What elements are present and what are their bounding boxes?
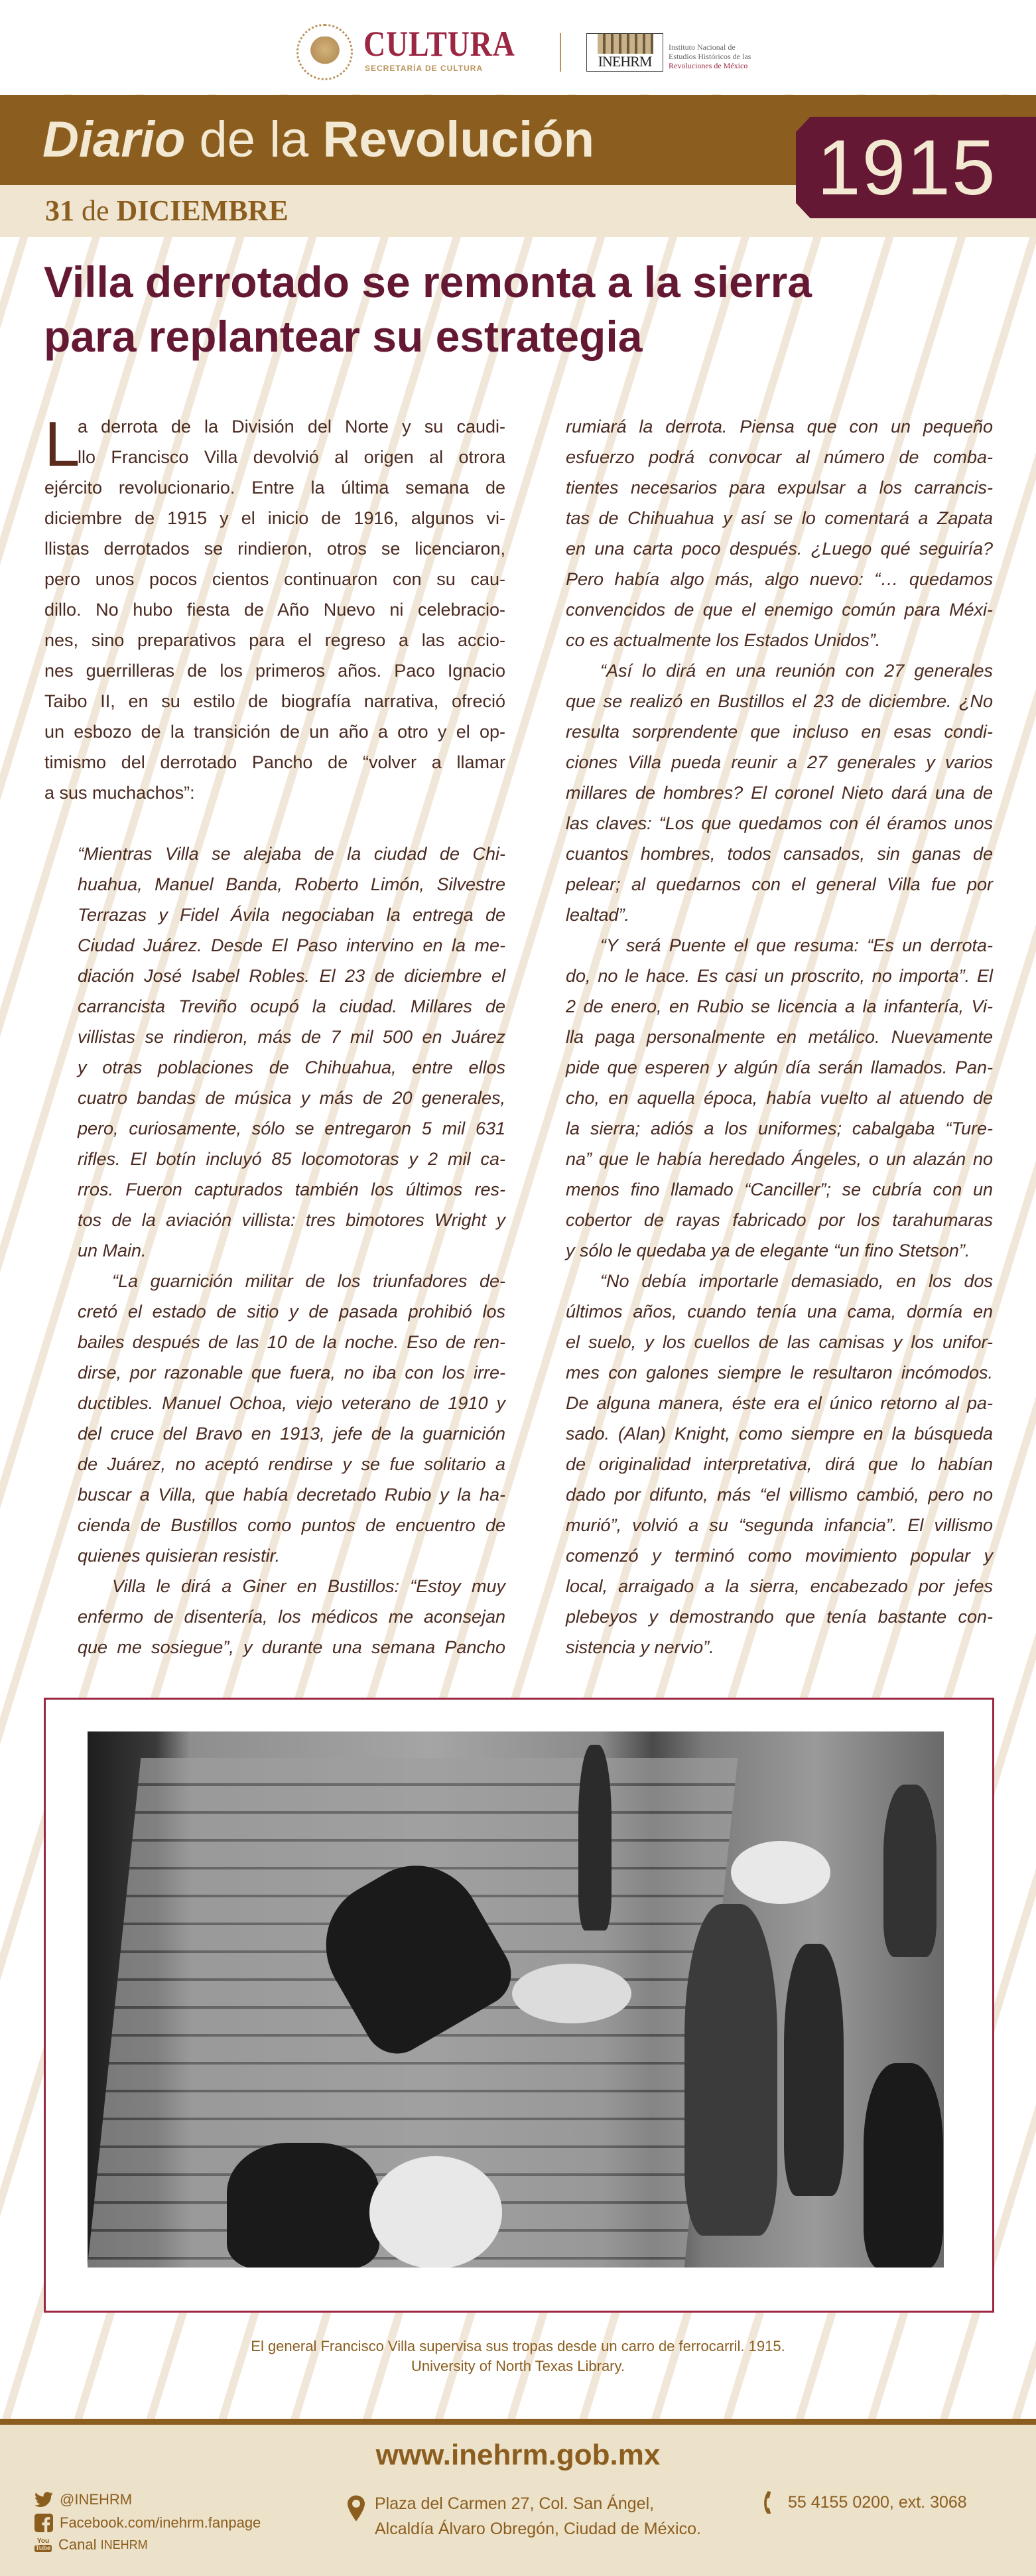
caption-credit: University of North Texas Library.	[411, 2358, 625, 2374]
text-line: carrancista Treviño ocupó la ciudad. Millares de	[78, 996, 505, 1016]
youtube-icon-tube: Tube	[35, 2545, 51, 2552]
facebook-link[interactable]	[34, 2514, 261, 2532]
text-line: cho, en aquella época, había vuelto al atuendo de	[566, 1088, 993, 1108]
facebook-icon	[34, 2514, 53, 2532]
caption-line: El general Francisco Villa supervisa sus tropas desde un carro de ferrocarril. 1915.	[251, 2338, 785, 2354]
address-line: Alcaldía Álvaro Obregón, Ciudad de México.	[375, 2520, 701, 2538]
text-line: millares de hombres? El coronel Nieto dará una de	[566, 783, 993, 803]
photo-villa-troops	[88, 1731, 944, 2268]
phone-text: 55 4155 0200, ext. 3068	[788, 2492, 967, 2512]
youtube-icon	[34, 2538, 52, 2552]
series-title-revolucion: Revolución	[322, 111, 595, 168]
text-line: quienes quisieran resistir.	[78, 1546, 281, 1566]
text-line: tas de Chihuahua y así se lo comentará a Zapata	[566, 508, 993, 528]
text-line: co es actualmente los Estados Unidos”.	[566, 630, 881, 650]
headline-line: Villa derrotado se remonta a la sierra	[44, 257, 812, 306]
text-line: la sierra; adiós a los uniformes; cabalgaba “Ture-	[566, 1119, 993, 1138]
inehrm-line: Estudios Históricos de las	[669, 52, 751, 61]
text-line: “La guarnición militar de los triunfadores de-	[112, 1271, 505, 1291]
twitter-icon	[34, 2492, 53, 2508]
text-line: un Main.	[78, 1241, 147, 1260]
cultura-logo: CULTURA	[363, 24, 515, 64]
phone-number[interactable]	[761, 2491, 967, 2514]
text-line: a sus muchachos”:	[44, 783, 195, 803]
youtube-icon-you: You	[36, 2538, 50, 2545]
text-line: un esbozo de la transición de un año a otro y el op-	[44, 722, 505, 742]
text-line: tientes necesarios para expulsar a los carrancis-	[566, 478, 993, 498]
logo-divider	[560, 33, 561, 72]
year-label: 1915	[817, 124, 997, 212]
twitter-handle: @INEHRM	[60, 2491, 133, 2508]
text-line: Taibo II, en su estilo de biografía narrativa, ofreció	[44, 691, 505, 711]
paragraph	[566, 930, 993, 1266]
text-line: dillo. No hubo fiesta de Año Nuevo ni celebracio-	[44, 600, 505, 620]
text-line: diciembre de 1915 y el inicio de 1916, algunos vi-	[44, 508, 505, 528]
website-link[interactable]: www.inehrm.gob.mx	[375, 2439, 661, 2471]
inehrm-logo-label: INEHRM	[598, 53, 652, 70]
headline-line: para replantear su estrategia	[44, 312, 643, 361]
text-line: lealtad”.	[566, 905, 630, 925]
inehrm-logo	[586, 33, 663, 72]
text-line: Pero había algo más, algo nuevo: “… quedamos	[566, 569, 993, 589]
text-line: villistas se rindieron, más de 7 mil 500 en Juárez	[78, 1027, 505, 1047]
text-line: pero unos pocos cientos continuaron con su cau-	[44, 569, 505, 589]
text-line: dirse, por razonable que fuera, no iba con los irre-	[78, 1363, 505, 1383]
drop-cap: L	[44, 409, 80, 480]
text-line: últimos años, cuando tenía una cama, dormía en	[566, 1302, 993, 1322]
youtube-channel: INEHRM	[100, 2538, 148, 2551]
youtube-label: Canal	[58, 2536, 101, 2553]
text-line: cretó el estado de sitio y de pasada prohibió los	[78, 1302, 505, 1322]
block-quote	[78, 839, 505, 1662]
footer-divider	[0, 2419, 1036, 2425]
text-line: llo Francisco Villa devolvió al origen al otrora	[78, 447, 505, 467]
text-line: dado por difunto, más “el villismo cambió, pero no	[566, 1485, 993, 1505]
text-line: sado. (Alan) Knight, como siempre en la búsqueda	[566, 1424, 993, 1444]
text-line: las claves: “Los que quedamos con él éramos unos	[566, 813, 993, 833]
text-line: “No debía importarle demasiado, en los dos	[600, 1271, 993, 1291]
text-line: buscar a Villa, que había decretado Rubio y la ha-	[78, 1485, 505, 1505]
text-line: en una carta poco después. ¿Luego qué seguiría?	[566, 539, 993, 559]
text-line: Villa le dirá a Giner en Bustillos: “Estoy muy	[112, 1576, 505, 1596]
text-line: Ciudad Juárez. Desde El Paso intervino en la me-	[78, 935, 505, 955]
date-month: DICIEMBRE	[116, 194, 289, 227]
text-line: resulta sorprendente que incluso en esas condi-	[566, 722, 993, 742]
text-line: na” que le había heredado Ángeles, o un alazán no	[566, 1149, 993, 1169]
text-line: local, arraigado a la sierra, encabezado por jefes	[566, 1576, 993, 1596]
text-line: convencidos de que el enemigo común para Méxi-	[566, 600, 993, 620]
text-line: huahua, Manuel Banda, Roberto Limón, Silvestre	[78, 874, 505, 894]
text-line: ciones Villa pueda reunir a 27 generales y varios	[566, 752, 993, 772]
text-line: mes con galones siempre le resultaron incómodos.	[566, 1363, 993, 1383]
inehrm-line: Revoluciones de México	[669, 61, 748, 70]
series-title	[42, 111, 594, 169]
text-line: rumiará la derrota. Piensa que con un pequeño	[566, 417, 993, 437]
text-line: sistencia y nervio”.	[566, 1637, 714, 1657]
quote-paragraph	[78, 839, 505, 1266]
inehrm-full-name	[669, 42, 751, 70]
text-line: esfuerzo podrá convocar al número de comba-	[566, 447, 993, 467]
text-line: y otras poblaciones de Chihuahua, entre ellos	[78, 1057, 505, 1077]
text-line: De alguna manera, éste era el único retorno al pa-	[566, 1393, 993, 1413]
secretaria-label: SECRETARÍA DE CULTURA	[365, 64, 484, 73]
text-line: ductibles. Manuel Ochoa, viejo veterano de 1910 y	[78, 1393, 505, 1413]
facebook-url: Facebook.com/inehrm.fanpage	[60, 2514, 261, 2531]
article-right-column	[566, 411, 993, 1662]
text-line: timismo del derrotado Pancho de “volver a llamar	[44, 752, 505, 772]
text-line: pero, curiosamente, sólo se entregaron 5 mil 631	[78, 1119, 505, 1138]
address	[350, 2491, 701, 2542]
text-line: “Mientras Villa se alejaba de la ciudad de Chi-	[78, 844, 505, 864]
text-line: tos de la aviación villista: tres bimotores Wright y	[78, 1210, 505, 1230]
text-line: plebeyos y demostrando que tenía bastante con-	[566, 1607, 993, 1627]
text-line: cuantos hombres, todos cansados, sin ganas de	[566, 844, 993, 864]
text-line: “Y será Puente el que resuma: “Es un derrota-	[600, 935, 993, 955]
text-line: pide que esperen y algún día serán llamados. Pan-	[566, 1057, 993, 1077]
paragraph	[566, 411, 993, 655]
text-line: murió”, volvió a su “segunda infancia”. El villismo	[566, 1515, 993, 1535]
intro-paragraph	[44, 411, 505, 808]
quote-paragraph	[78, 1571, 505, 1662]
text-line: rifles. El botín incluyó 85 locomotoras y 2 mil ca-	[78, 1149, 505, 1169]
photo-caption	[0, 2337, 1036, 2376]
address-line: Plaza del Carmen 27, Col. San Ángel,	[375, 2494, 655, 2513]
text-line: cuatro bandas de música y más de 20 generales,	[78, 1088, 505, 1108]
text-line: que me sosiegue”, y durante una semana Pancho	[78, 1637, 505, 1657]
building-icon	[598, 34, 653, 54]
headline	[44, 255, 999, 364]
article-left-column	[44, 411, 505, 1662]
text-line: nes, sino preparativos para el regreso a las accio-	[44, 630, 505, 650]
twitter-link[interactable]	[34, 2491, 132, 2508]
text-line: y sólo le quedaba ya de elegante “un fino Stetson”.	[566, 1241, 970, 1260]
text-line: do, no le hace. Es casi un proscrito, no importa”. El	[566, 966, 993, 986]
paragraph	[566, 655, 993, 930]
text-line: lla paga personalmente en metálico. Nuevamente	[566, 1027, 993, 1047]
text-line: llistas derrotados se rindieron, otros se licenciaron,	[44, 539, 505, 559]
top-logo-bar	[0, 0, 1036, 94]
quote-paragraph	[78, 1266, 505, 1571]
text-line: Terrazas y Fidel Ávila negociaban la entrega de	[78, 905, 505, 925]
date-de: de	[74, 194, 117, 227]
text-line: ejército revolucionario. Entre la última semana de	[44, 478, 505, 498]
text-line: rros. Fueron capturados también los últimos res-	[78, 1180, 505, 1199]
text-line: cobertor de rayas fabricado por los tarahumaras	[566, 1210, 993, 1230]
text-line: cienda de Bustillos como puntos de encuentro de	[78, 1515, 505, 1535]
youtube-link[interactable]	[34, 2536, 148, 2553]
text-line: “Así lo dirá en una reunión con 27 generales	[600, 661, 993, 681]
text-line: de Juárez, no aceptó rendirse y se fue solitario a	[78, 1454, 505, 1474]
text-line: el suelo, y los cuellos de las camisas y los unifor-	[566, 1332, 993, 1352]
series-title-de-la: de la	[185, 111, 323, 168]
phone-icon	[761, 2491, 777, 2514]
mexican-seal-logo	[296, 24, 353, 80]
text-line: enfermo de disentería, los médicos me aconsejan	[78, 1607, 505, 1627]
text-line: del cruce del Bravo en 1913, jefe de la guarnición	[78, 1424, 505, 1444]
text-line: a derrota de la División del Norte y su caudi-	[78, 417, 505, 437]
text-line: 2 de enero, en Rubio se licencia a la infantería, Vi-	[566, 996, 993, 1016]
text-line: nes guerrilleras de los primeros años. Paco Ignacio	[44, 661, 505, 681]
location-pin-icon	[348, 2495, 365, 2522]
series-title-diario: Diario	[42, 111, 186, 168]
text-line: comenzó y terminó como movimiento popular y	[566, 1546, 993, 1566]
paragraph	[566, 1266, 993, 1662]
text-line: diación José Isabel Robles. El 23 de diciembre el	[78, 966, 505, 986]
text-line: bailes después de las 10 de la noche. Eso de ren-	[78, 1332, 505, 1352]
text-line: pelear; al quedarnos con el general Villa fue por	[566, 874, 993, 894]
date-label	[45, 194, 289, 228]
date-day: 31	[45, 194, 74, 227]
text-line: que se realizó en Bustillos el 23 de diciembre. ¿No	[566, 691, 993, 711]
inehrm-line: Instituto Nacional de	[669, 42, 736, 52]
text-line: de originalidad interpretativa, dirá que lo habían	[566, 1454, 993, 1474]
text-line: menos fino llamado “Canciller”; se cubría con un	[566, 1180, 993, 1199]
